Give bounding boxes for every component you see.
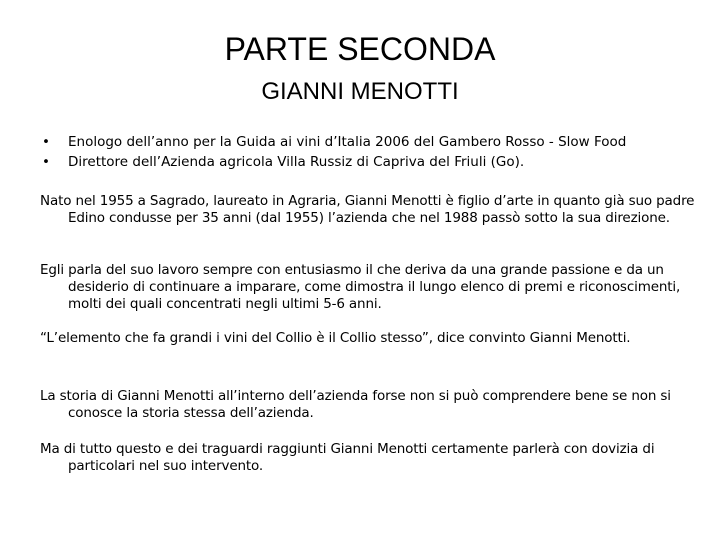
paragraph-quote: “L’elemento che fa grandi i vini del Collio è il Collio stesso”, dice convinto Gianni Menotti.	[40, 330, 631, 346]
slide-title: PARTE SECONDA	[224, 31, 496, 67]
paragraph-conclusion: Ma di tutto questo e dei traguardi raggiunti Gianni Menotti certamente parlerà con dovizia di particolari nel suo intervento.	[40, 441, 655, 474]
paragraph-biography: Nato nel 1955 a Sagrado, laureato in Agraria, Gianni Menotti è figlio d’arte in quanto già suo padre Edino condusse per 35 anni (dal 1955) l’azienda che nel 1988 passò sotto la sua direzione.	[40, 193, 695, 226]
paragraph-passion: Egli parla del suo lavoro sempre con entusiasmo il che deriva da una grande passione e da un desiderio di continuare a imparare, come dimostra il lungo elenco di premi e riconoscimenti, molti dei quali concentrati negli ultimi 5-6 anni.	[40, 262, 681, 312]
bullet-item-director: • Direttore dell’Azienda agricola Villa Russiz di Capriva del Friuli (Go).	[40, 152, 690, 172]
bullet-list	[40, 132, 690, 172]
paragraph-history: La storia di Gianni Menotti all’interno dell’azienda forse non si può comprendere bene se non si conosce la storia stessa dell’azienda.	[40, 388, 671, 421]
slide-subtitle: GIANNI MENOTTI	[261, 78, 459, 105]
bullet-item-award: • Enologo dell’anno per la Guida ai vini d’Italia 2006 del Gambero Rosso - Slow Food	[40, 132, 690, 152]
